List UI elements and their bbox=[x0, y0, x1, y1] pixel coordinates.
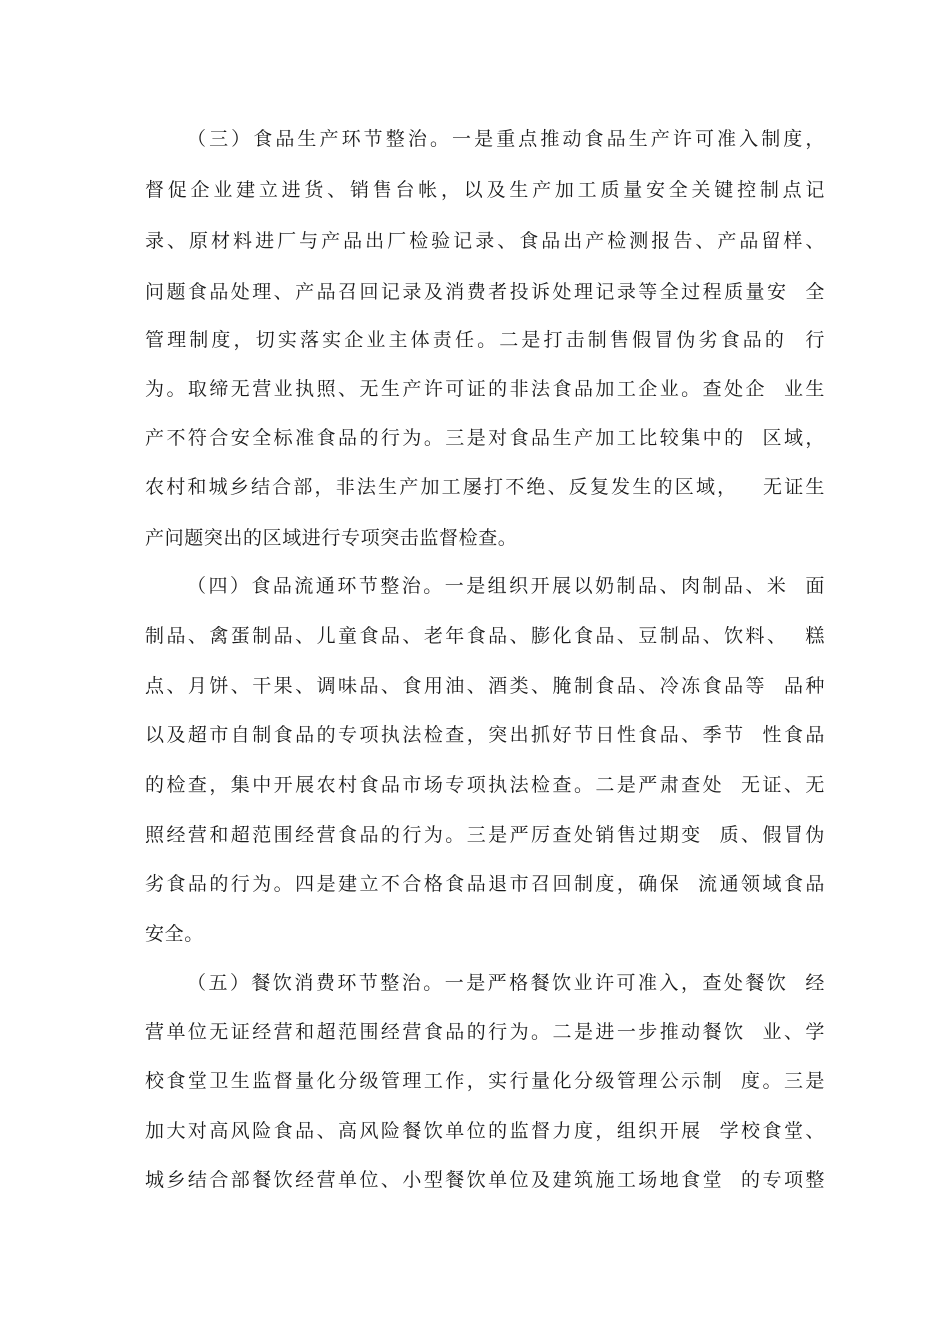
paragraph-3-line-2: 督促企业建立进货、销售台帐，以及生产加工质量安全关键控制点记 bbox=[145, 179, 825, 201]
paragraph-4-line-5: 的检查，集中开展农村食品市场专项执法检查。二是严肃查处 无证、无 bbox=[145, 774, 825, 796]
paragraph-4-line-1: （四）食品流通环节整治。一是组织开展以奶制品、肉制品、米 面 bbox=[187, 575, 825, 597]
paragraph-5-line-1: （五）餐饮消费环节整治。一是严格餐饮业许可准入，查处餐饮 经 bbox=[187, 972, 825, 994]
paragraph-3-line-1: （三）食品生产环节整治。一是重点推动食品生产许可准入制度， bbox=[187, 128, 825, 150]
paragraph-4-line-2: 制品、禽蛋制品、儿童食品、老年食品、膨化食品、豆制品、饮料、 糕 bbox=[145, 625, 825, 647]
paragraph-4-line-7: 劣食品的行为。四是建立不合格食品退市召回制度，确保 流通领域食品 bbox=[145, 873, 825, 895]
paragraph-5-line-5: 城乡结合部餐饮经营单位、小型餐饮单位及建筑施工场地食堂 的专项整 bbox=[145, 1169, 825, 1191]
paragraph-3-line-9: 产问题突出的区域进行专项突击监督检查。 bbox=[145, 527, 518, 549]
paragraph-5-line-4: 加大对高风险食品、高风险餐饮单位的监督力度，组织开展 学校食堂、 bbox=[145, 1120, 825, 1142]
paragraph-3-line-3: 录、原材料进厂与产品出厂检验记录、食品出产检测报告、产品留样、 bbox=[145, 230, 825, 252]
paragraph-3-line-6: 为。取缔无营业执照、无生产许可证的非法食品加工企业。查处企 业生 bbox=[145, 378, 825, 400]
paragraph-3-line-7: 产不符合安全标准食品的行为。三是对食品生产加工比较集中的 区域， bbox=[145, 427, 825, 449]
paragraph-4-line-8: 安全。 bbox=[145, 923, 204, 945]
paragraph-5-line-3: 校食堂卫生监督量化分级管理工作，实行量化分级管理公示制 度。三是 bbox=[145, 1070, 825, 1092]
paragraph-3-line-4: 问题食品处理、产品召回记录及消费者投诉处理记录等全过程质量安 全 bbox=[145, 281, 825, 303]
paragraph-4-line-3: 点、月饼、干果、调味品、食用油、酒类、腌制食品、冷冻食品等 品种 bbox=[145, 675, 825, 697]
paragraph-4-line-4: 以及超市自制食品的专项执法检查，突出抓好节日性食品、季节 性食品 bbox=[145, 724, 825, 746]
paragraph-4-line-6: 照经营和超范围经营食品的行为。三是严厉查处销售过期变 质、假冒伪 bbox=[145, 824, 825, 846]
paragraph-3-line-8: 农村和城乡结合部，非法生产加工屡打不绝、反复发生的区域， 无证生 bbox=[145, 476, 825, 498]
paragraph-5-line-2: 营单位无证经营和超范围经营食品的行为。二是进一步推动餐饮 业、学 bbox=[145, 1021, 825, 1043]
paragraph-3-line-5: 管理制度，切实落实企业主体责任。二是打击制售假冒伪劣食品的 行 bbox=[145, 329, 825, 351]
